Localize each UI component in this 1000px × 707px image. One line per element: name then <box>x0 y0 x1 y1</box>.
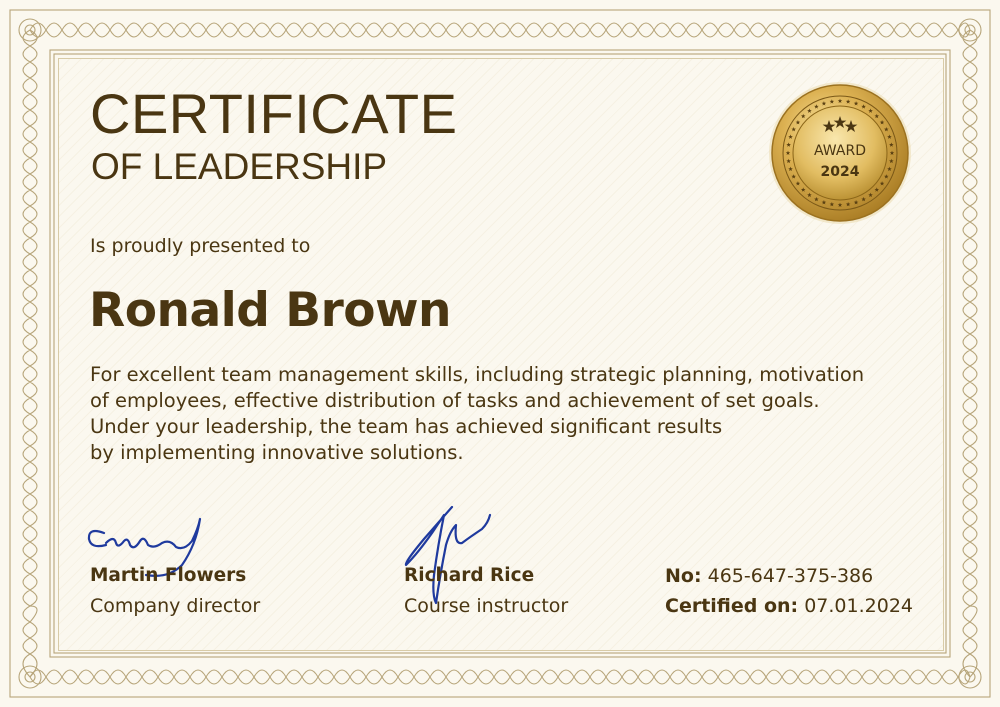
seal-year-text: 2024 <box>820 164 860 180</box>
certified-date-value: 07.01.2024 <box>804 595 914 617</box>
certificate-meta <box>665 565 913 625</box>
signatory-name: Martin Flowers <box>90 565 247 586</box>
seal-award-text: AWARD <box>814 143 866 159</box>
certificate-title: CERTIFICATE <box>90 82 458 145</box>
description-line: by implementing innovative solutions. <box>90 441 464 464</box>
description-line: of employees, effective distribution of tasks and achievement of set goals. <box>90 389 820 412</box>
description <box>90 362 910 466</box>
signatory-role: Company director <box>90 595 261 617</box>
certificate-subtitle: OF LEADERSHIP <box>91 146 388 187</box>
certified-date <box>665 595 913 625</box>
signatory-role: Course instructor <box>404 595 569 617</box>
certificate-number <box>665 565 913 595</box>
certificate-number-value: 465-647-375-386 <box>707 565 874 587</box>
presented-to-text: Is proudly presented to <box>90 235 311 257</box>
certified-date-label: Certified on: <box>665 595 799 617</box>
description-line: For excellent team management skills, including strategic planning, motivation <box>90 363 865 386</box>
recipient-name: Ronald Brown <box>89 283 451 338</box>
signatory-name: Richard Rice <box>404 565 535 586</box>
description-line: Under your leadership, the team has achieved significant results <box>90 415 723 438</box>
certificate-number-label: No: <box>665 565 702 587</box>
award-seal <box>767 80 913 226</box>
